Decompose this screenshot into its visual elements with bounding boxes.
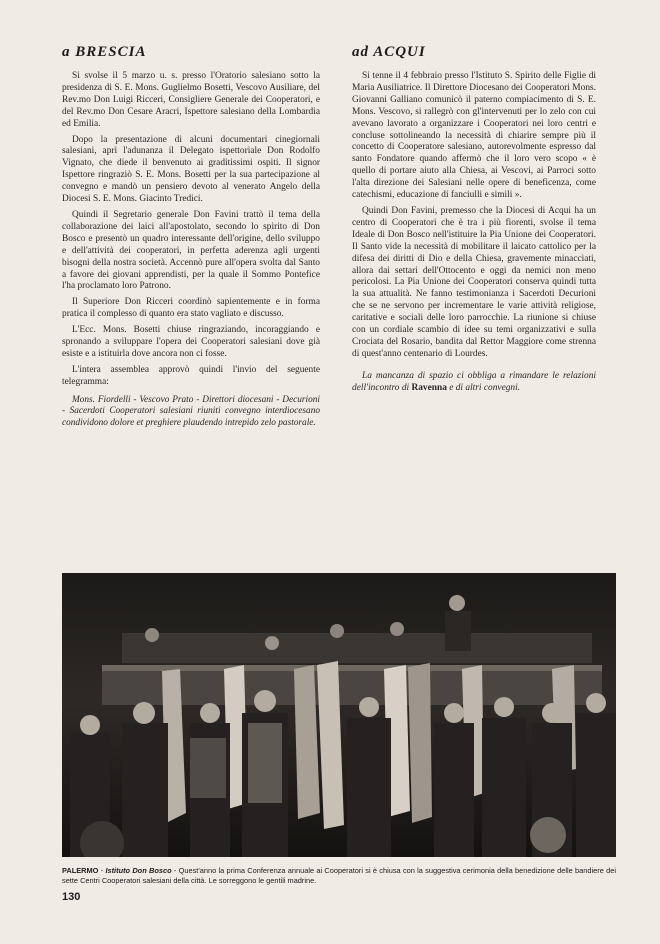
caption-text: - Quest'anno la prima Conferenza annuale ai Cooperatori si è chiusa con la suggestiva cerimonia della benedizione delle bandiere dei sette Centri Cooperatori salesiani della città. Le sorreggono le gentili madrine. bbox=[62, 866, 616, 886]
note-text-before: La mancanza di spazio ci obbliga a rimandare le relazioni dell'incontro di bbox=[352, 370, 596, 393]
brescia-heading: a BRESCIA bbox=[62, 44, 147, 60]
brescia-paragraph-5: L'Ecc. Mons. Bosetti chiuse ringraziando, incoraggiando e spronando a sviluppare l'opera dei Cooperatori salesiani dove già esiste e a istituirla dove ancora non ci fosse. bbox=[62, 325, 320, 359]
photograph-ceremony-icon bbox=[62, 573, 616, 857]
photo-caption bbox=[62, 866, 616, 886]
note-text-after: e di altri convegni. bbox=[446, 382, 521, 393]
left-column bbox=[62, 44, 320, 430]
editorial-note bbox=[352, 371, 596, 395]
brescia-paragraph-2: Dopo la presentazione di alcuni documentari cinegiornali salesiani, aprì l'adunanza il Delegato ispettoriale Don Rodolfo Vignato, che diede il benvenuto ai graditissimi ospiti. Il signor Ispettore ringraziò S. E. Mons. Bosetti per la sua partecipazione al convegno e mandò un pensiero devoto al venerato Angelo della Diocesi S. E. Mons. Giacinto Tredici. bbox=[62, 134, 320, 205]
page-number: 130 bbox=[62, 891, 81, 903]
caption-place: PALERMO bbox=[62, 866, 99, 876]
brescia-paragraph-3: Quindi il Segretario generale Don Favini trattò il tema della collaborazione dei laici all'apostolato, secondo lo spirito di Don Bosco e presentò un quadro interessante dell'origine, dello sviluppo e dell'attività dei cooperatori, in perfetta aderenza agli urgenti bisogni della nostra società. Accennò pure all'opera svolta dal Santo a favore dei giovani apprendisti, per la quale il Sommo Pontefice l'ha proclamato loro Patrono. bbox=[62, 209, 320, 292]
brescia-paragraph-4: Il Superiore Don Ricceri coordinò sapientemente e in forma pratica il complesso di quanto era stato vagliato e discusso. bbox=[62, 297, 320, 320]
brescia-telegram: Mons. Fiordelli - Vescovo Prato - Direttori diocesani - Decurioni - Sacerdoti Cooperatori salesiani riuniti convegno interdiocesano condividono dolore et preghiere plaudendo intrepido zelo pastorale. bbox=[62, 394, 320, 429]
acqui-heading: ad ACQUI bbox=[352, 44, 426, 60]
ceremony-photograph bbox=[62, 573, 616, 857]
brescia-paragraph-1: Si svolse il 5 marzo u. s. presso l'Oratorio salesiano sotto la presidenza di S. E. Mons. Guglielmo Bosetti, Vescovo Ausiliare, del Rev.mo Don Luigi Ricceri, Consigliere Generale dei Cooperatori, e del Rev.mo Don Cesare Aracri, Ispettore salesiano della Lombardia ed Emilia. bbox=[62, 71, 320, 129]
brescia-paragraph-6: L'intera assemblea approvò quindi l'invio del seguente telegramma: bbox=[62, 364, 320, 387]
acqui-paragraph-1: Si tenne il 4 febbraio presso l'Istituto S. Spirito delle Figlie di Maria Ausiliatrice. Il Direttore Diocesano dei Cooperatori Mons. Giovanni Galliano comunicò il paterno compiacimento di S. E. Mons. Vescovo, si rallegrò con gl'intervenuti per lo zelo con cui avevano lavorato a organizzare i Cooperatori nei loro centri e concluse sottolineando la necessità di chiarire sempre più il concetto di Cooperatore salesiano, autorevolmente espresso dal santo Fondatore quando affermò che il loro vero scopo « è quello di portare aiuto alla Chiesa, ai Vescovi, ai Parroci sotto l'alta direzione dei Salesiani nelle opere di beneficenza, come catechismi, educazione di fanciulli e simili ». bbox=[352, 71, 596, 201]
caption-institute: Istituto Don Bosco bbox=[105, 866, 172, 876]
caption-separator: - bbox=[98, 866, 106, 876]
acqui-paragraph-2: Quindi Don Favini, premesso che la Diocesi di Acqui ha un centro di Cooperatori che è tra i più fiorenti, svolse il tema Ideale di Don Bosco nell'istituire la Pia Unione dei Cooperatori. Il Santo vide la necessità di mobilitare il laicato cattolico per la difesa dei diritti di Dio e della Chiesa, gravemente minacciati, allora dai settari dell'Ottocento e oggi da nemici non meno pericolosi. La Pia Unione dei Cooperatori conserva quindi tutta la sua attualità. Ne fanno testimonianza i Sacerdoti Decurioni che se ne servono per incrementare le varie attività religiose, caritative e sociali delle loro parrocchie. La riunione si chiuse con un cordiale scambio di idee su temi organizzativi e sulla Crociata del Rosario, bandita dal Rettor Maggiore come strenna di quest'anno centenario di Lourdes. bbox=[352, 205, 596, 359]
right-column bbox=[352, 44, 596, 399]
note-ravenna: Ravenna bbox=[411, 382, 447, 393]
